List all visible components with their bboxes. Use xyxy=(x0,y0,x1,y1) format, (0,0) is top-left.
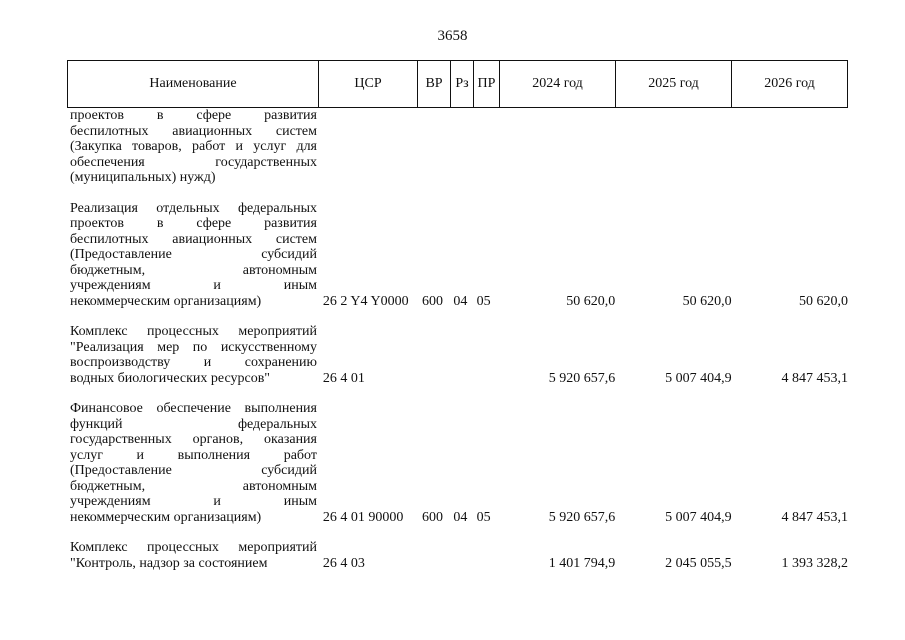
row-pr-code: 05 xyxy=(476,293,491,309)
header-pr: ПР xyxy=(474,61,500,108)
row-csr-code: 26 4 03 xyxy=(322,555,365,571)
row-amount-2024: 5 920 657,6 xyxy=(548,509,616,525)
row-name xyxy=(67,540,320,571)
row-rz-code: 04 xyxy=(453,509,468,525)
header-row xyxy=(68,61,848,108)
row-amount-2026: 4 847 453,1 xyxy=(781,370,848,386)
row-name-line: (Закупка товаров, работ и услуг для xyxy=(70,139,317,154)
row-amount-2026: 1 393 328,2 xyxy=(781,555,848,571)
row-csr-code: 26 2 Y4 Y0000 xyxy=(322,293,409,309)
row-name-line: "Контроль, надзор за состоянием xyxy=(70,555,268,571)
row-spacer xyxy=(67,525,848,540)
row-vr-code: 600 xyxy=(422,509,444,525)
row-amount-2025: 5 007 404,9 xyxy=(665,370,732,386)
row-name-line: обеспечения государственных xyxy=(70,154,317,170)
row-amount-2024 xyxy=(499,108,615,186)
row-name-line: (муниципальных) нужд) xyxy=(70,170,216,185)
row-spacer xyxy=(67,186,848,201)
row-vr-code: 600 xyxy=(422,293,444,309)
row-name xyxy=(67,324,320,386)
header-name: Наименование xyxy=(68,61,319,108)
row-name-line: Комплекс процессных мероприятий xyxy=(70,324,317,339)
table-row xyxy=(67,324,848,386)
header-2026: 2026 год xyxy=(732,61,848,108)
row-rz-code xyxy=(451,540,473,571)
row-amount-2024: 50 620,0 xyxy=(566,293,616,309)
row-name-line: воспроизводству и сохранению xyxy=(70,355,317,370)
row-name-line: Комплекс процессных мероприятий xyxy=(70,540,317,555)
row-name xyxy=(67,201,320,310)
row-amount-2026 xyxy=(732,108,848,186)
table-header xyxy=(67,60,848,108)
row-csr-code: 26 4 01 xyxy=(322,370,365,386)
row-name-line: проектов в сфере развития xyxy=(70,108,317,123)
row-name-line: Финансовое обеспечение выполнения xyxy=(70,401,317,416)
row-name xyxy=(67,401,320,525)
header-2025: 2025 год xyxy=(616,61,732,108)
header-rz: Рз xyxy=(451,61,474,108)
row-name-line: проектов в сфере развития xyxy=(70,216,317,231)
table-row xyxy=(67,540,848,571)
row-amount-2025 xyxy=(615,108,731,186)
row-rz-code xyxy=(451,108,473,186)
row-name-line: некоммерческим организациям) xyxy=(70,293,262,309)
row-amount-2025: 50 620,0 xyxy=(682,293,732,309)
row-pr-code xyxy=(474,324,499,386)
table-row xyxy=(67,201,848,310)
row-name-line: государственных органов, оказания xyxy=(70,432,317,447)
row-name-line: услуг и выполнения работ xyxy=(70,447,317,463)
row-vr-code xyxy=(419,108,451,186)
row-rz-code xyxy=(451,324,473,386)
row-name-line: (Предоставление субсидий xyxy=(70,463,317,478)
row-amount-2024: 1 401 794,9 xyxy=(548,555,616,571)
row-spacer xyxy=(67,309,848,324)
page-number: 3658 xyxy=(437,28,468,44)
row-name-line: бюджетным, автономным xyxy=(70,478,317,494)
row-amount-2026: 50 620,0 xyxy=(799,293,848,309)
row-name-line: Реализация отдельных федеральных xyxy=(70,200,317,216)
row-spacer xyxy=(67,386,848,401)
row-pr-code: 05 xyxy=(476,509,491,525)
row-pr-code xyxy=(474,540,499,571)
row-name-line: учреждениям и иным xyxy=(70,494,317,509)
row-name-line: учреждениям и иным xyxy=(70,278,317,293)
row-name-line: бюджетным, автономным xyxy=(70,262,317,278)
row-name-line: беспилотных авиационных систем xyxy=(70,231,317,247)
row-rz-code: 04 xyxy=(453,293,468,309)
header-csr: ЦСР xyxy=(319,61,418,108)
header-vr: ВР xyxy=(418,61,451,108)
row-name-line: беспилотных авиационных систем xyxy=(70,123,317,139)
row-amount-2024: 5 920 657,6 xyxy=(548,370,616,386)
row-pr-code xyxy=(474,108,499,186)
row-amount-2026: 4 847 453,1 xyxy=(781,509,848,525)
header-2024: 2024 год xyxy=(500,61,616,108)
row-name-line: (Предоставление субсидий xyxy=(70,247,317,262)
row-name-line: "Реализация мер по искусственному xyxy=(70,339,317,355)
row-vr-code xyxy=(419,540,451,571)
table-row xyxy=(67,401,848,525)
table-row xyxy=(67,108,848,186)
row-amount-2025: 2 045 055,5 xyxy=(665,555,732,571)
row-name-line: функций федеральных xyxy=(70,416,317,432)
row-vr-code xyxy=(419,324,451,386)
row-amount-2025: 5 007 404,9 xyxy=(665,509,732,525)
budget-table xyxy=(67,108,848,571)
row-csr-code xyxy=(320,108,419,186)
row-name xyxy=(67,108,320,186)
row-name-line: водных биологических ресурсов" xyxy=(70,370,271,386)
row-name-line: некоммерческим организациям) xyxy=(70,509,262,525)
row-csr-code: 26 4 01 90000 xyxy=(322,509,404,525)
